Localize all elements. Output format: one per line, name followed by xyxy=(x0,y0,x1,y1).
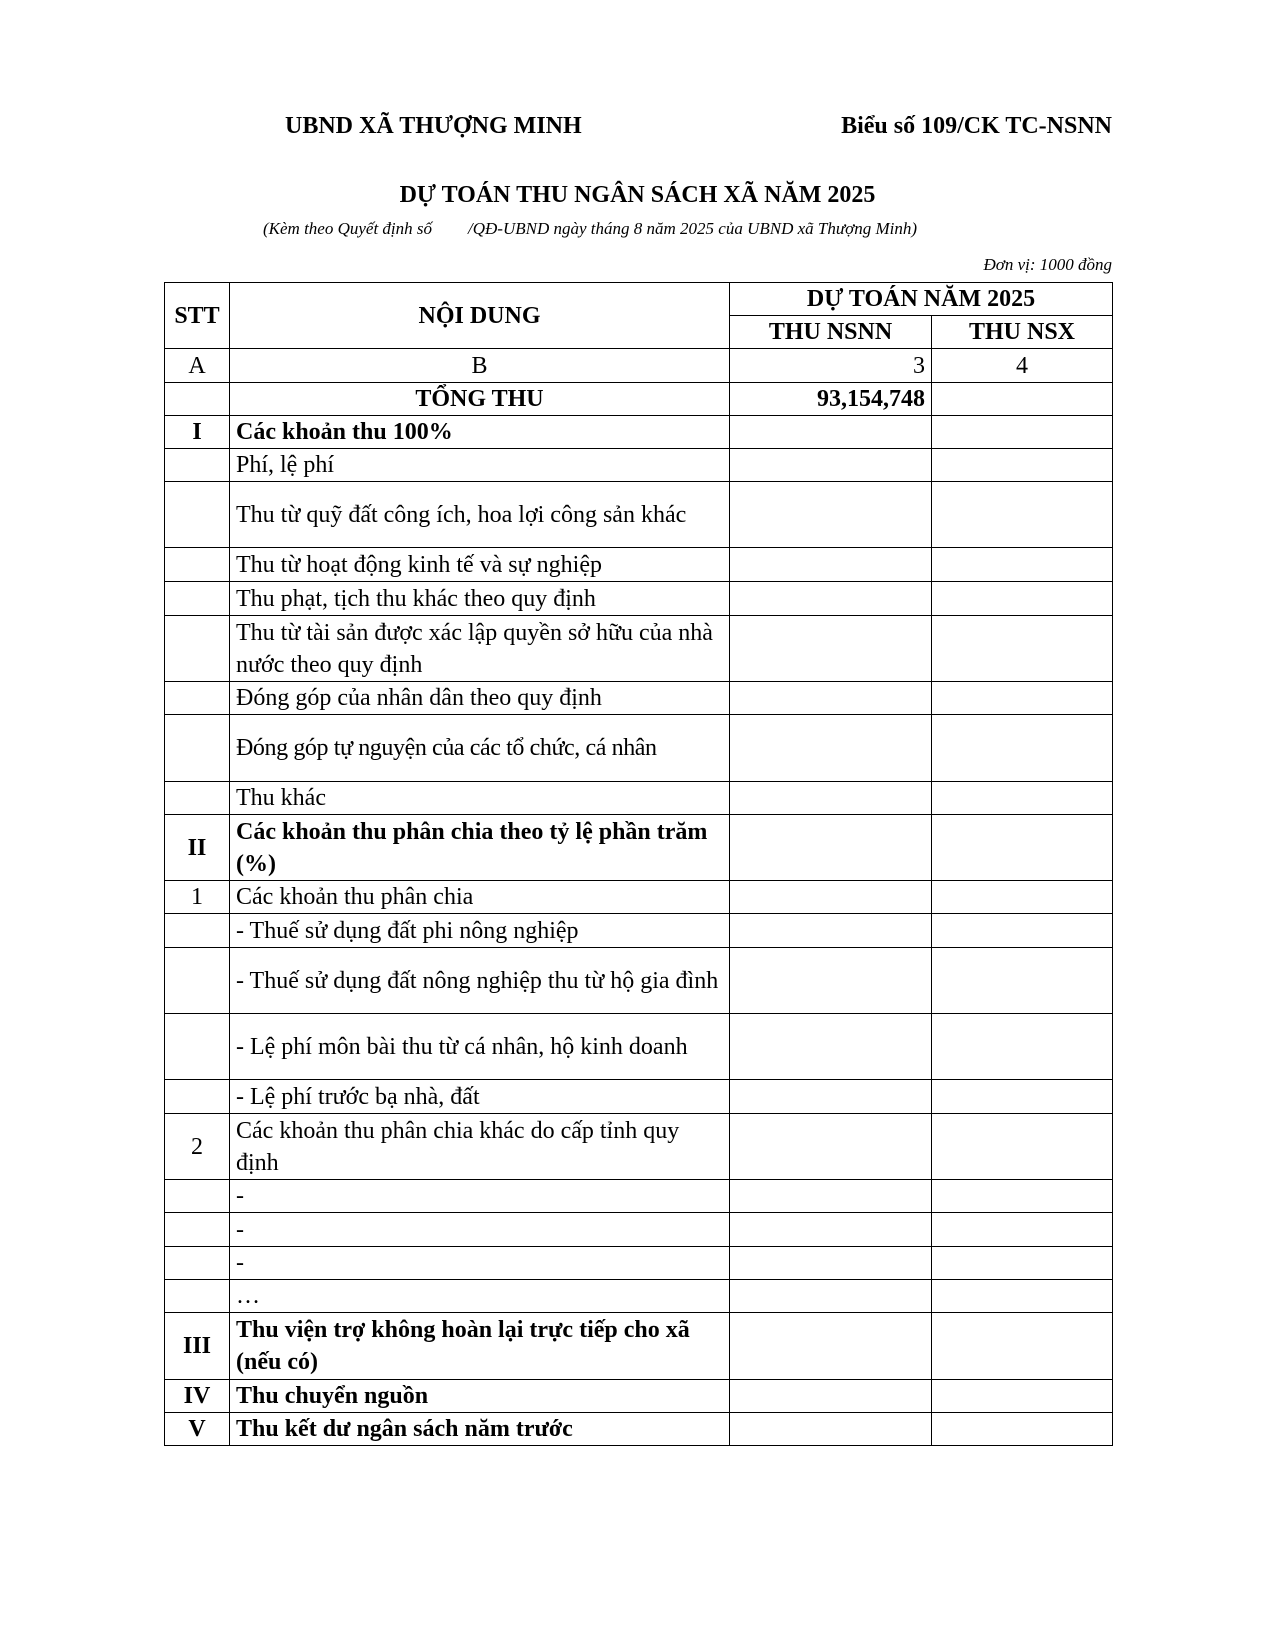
row-stt xyxy=(165,1180,230,1213)
row-stt xyxy=(165,482,230,548)
table-row xyxy=(165,1213,1113,1247)
row-content: Đóng góp tự nguyện của các tổ chức, cá nhân xyxy=(230,715,730,782)
row-thu-nsx xyxy=(932,582,1113,616)
row-thu-nsx xyxy=(932,1380,1113,1413)
row-thu-nsnn xyxy=(730,715,932,782)
table-row xyxy=(165,948,1113,1014)
table-row xyxy=(165,1413,1113,1446)
row-thu-nsnn xyxy=(730,914,932,948)
row-stt xyxy=(165,682,230,715)
row-thu-nsx xyxy=(932,682,1113,715)
table-row xyxy=(165,914,1113,948)
row-content: - xyxy=(230,1213,730,1247)
row-content: Thu từ hoạt động kinh tế và sự nghiệp xyxy=(230,548,730,582)
row-thu-nsx xyxy=(932,815,1113,881)
table-row xyxy=(165,616,1113,682)
row-content: Các khoản thu phân chia khác do cấp tỉnh quy định xyxy=(230,1114,730,1180)
header-row xyxy=(165,283,1113,316)
row-content: - Thuế sử dụng đất phi nông nghiệp xyxy=(230,914,730,948)
row-stt xyxy=(165,548,230,582)
row-stt xyxy=(165,383,230,416)
row-stt xyxy=(165,1014,230,1080)
row-thu-nsnn xyxy=(730,1114,932,1180)
table-row-total xyxy=(165,383,1113,416)
row-thu-nsnn xyxy=(730,449,932,482)
row-thu-nsnn xyxy=(730,416,932,449)
row-thu-nsx xyxy=(932,1213,1113,1247)
row-content: - Thuế sử dụng đất nông nghiệp thu từ hộ gia đình xyxy=(230,948,730,1014)
row-thu-nsx xyxy=(932,449,1113,482)
page-title: DỰ TOÁN THU NGÂN SÁCH XÃ NĂM 2025 xyxy=(399,182,876,208)
row-thu-nsx xyxy=(932,948,1113,1014)
row-stt: 1 xyxy=(165,881,230,914)
header-thu-nsx: THU NSX xyxy=(932,316,1113,349)
row-content: Phí, lệ phí xyxy=(230,449,730,482)
row-thu-nsx xyxy=(932,914,1113,948)
row-thu-nsx xyxy=(932,881,1113,914)
index-thu-nsnn: 3 xyxy=(730,349,932,383)
row-stt: I xyxy=(165,416,230,449)
row-stt xyxy=(165,449,230,482)
index-thu-nsx: 4 xyxy=(932,349,1113,383)
row-thu-nsnn: 93,154,748 xyxy=(730,383,932,416)
row-thu-nsx xyxy=(932,1413,1113,1446)
table-row xyxy=(165,1247,1113,1280)
table-row xyxy=(165,815,1113,881)
index-row xyxy=(165,349,1113,383)
table-row xyxy=(165,1014,1113,1080)
row-thu-nsnn xyxy=(730,1180,932,1213)
table-row xyxy=(165,1114,1113,1180)
row-thu-nsnn xyxy=(730,582,932,616)
row-thu-nsnn xyxy=(730,815,932,881)
row-content: Các khoản thu phân chia xyxy=(230,881,730,914)
table-row xyxy=(165,582,1113,616)
row-thu-nsx xyxy=(932,1014,1113,1080)
budget-table xyxy=(164,282,1113,1446)
header-stt: STT xyxy=(165,283,230,349)
row-thu-nsnn xyxy=(730,1313,932,1380)
row-content: Thu phạt, tịch thu khác theo quy định xyxy=(230,582,730,616)
row-content: - xyxy=(230,1180,730,1213)
row-thu-nsnn xyxy=(730,1014,932,1080)
row-content: Các khoản thu phân chia theo tỷ lệ phần trăm (%) xyxy=(230,815,730,881)
table-row xyxy=(165,548,1113,582)
table-row xyxy=(165,1280,1113,1313)
row-thu-nsx xyxy=(932,1280,1113,1313)
row-stt: 2 xyxy=(165,1114,230,1180)
row-thu-nsx xyxy=(932,416,1113,449)
table-row xyxy=(165,715,1113,782)
row-thu-nsnn xyxy=(730,1380,932,1413)
row-thu-nsnn xyxy=(730,1413,932,1446)
row-thu-nsx xyxy=(932,383,1113,416)
row-thu-nsx xyxy=(932,1114,1113,1180)
row-content: Thu từ tài sản được xác lập quyền sở hữu của nhà nước theo quy định xyxy=(230,616,730,682)
row-thu-nsnn xyxy=(730,1247,932,1280)
row-thu-nsnn xyxy=(730,1213,932,1247)
table-row xyxy=(165,782,1113,815)
table-row xyxy=(165,1080,1113,1114)
unit-label: Đơn vị: 1000 đồng xyxy=(983,255,1112,274)
subtitle xyxy=(263,219,917,239)
row-thu-nsnn xyxy=(730,782,932,815)
row-content: Thu viện trợ không hoàn lại trực tiếp cho xã (nếu có) xyxy=(230,1313,730,1380)
row-content: Đóng góp của nhân dân theo quy định xyxy=(230,682,730,715)
index-content: B xyxy=(230,349,730,383)
row-content: - Lệ phí trước bạ nhà, đất xyxy=(230,1080,730,1114)
row-thu-nsnn xyxy=(730,881,932,914)
row-stt: IV xyxy=(165,1380,230,1413)
row-content: Các khoản thu 100% xyxy=(230,416,730,449)
agency-name: UBND XÃ THƯỢNG MINH xyxy=(285,113,582,139)
row-thu-nsx xyxy=(932,616,1113,682)
table-row xyxy=(165,682,1113,715)
subtitle-part1: (Kèm theo Quyết định số xyxy=(263,219,433,238)
table-row xyxy=(165,416,1113,449)
subtitle-part2: /QĐ-UBND ngày tháng 8 năm 2025 của UBND xã Thượng Minh) xyxy=(468,219,918,238)
row-thu-nsnn xyxy=(730,948,932,1014)
row-thu-nsx xyxy=(932,482,1113,548)
row-thu-nsx xyxy=(932,548,1113,582)
row-thu-nsx xyxy=(932,1180,1113,1213)
table-row xyxy=(165,1313,1113,1380)
row-thu-nsnn xyxy=(730,616,932,682)
row-content: Thu từ quỹ đất công ích, hoa lợi công sản khác xyxy=(230,482,730,548)
row-thu-nsnn xyxy=(730,1280,932,1313)
row-thu-nsx xyxy=(932,1247,1113,1280)
table-row xyxy=(165,1380,1113,1413)
row-thu-nsx xyxy=(932,782,1113,815)
row-thu-nsnn xyxy=(730,1080,932,1114)
row-stt xyxy=(165,616,230,682)
row-thu-nsx xyxy=(932,1313,1113,1380)
row-thu-nsnn xyxy=(730,682,932,715)
row-stt xyxy=(165,582,230,616)
table-row xyxy=(165,449,1113,482)
row-stt xyxy=(165,782,230,815)
row-content: TỔNG THU xyxy=(230,383,730,416)
index-stt: A xyxy=(165,349,230,383)
row-content: Thu chuyển nguồn xyxy=(230,1380,730,1413)
row-content: … xyxy=(230,1280,730,1313)
row-content: Thu kết dư ngân sách năm trước xyxy=(230,1413,730,1446)
row-stt xyxy=(165,948,230,1014)
row-stt xyxy=(165,1247,230,1280)
row-stt xyxy=(165,1280,230,1313)
row-stt xyxy=(165,1213,230,1247)
header-group: DỰ TOÁN NĂM 2025 xyxy=(730,283,1113,316)
row-stt xyxy=(165,1080,230,1114)
row-content: Thu khác xyxy=(230,782,730,815)
row-thu-nsnn xyxy=(730,548,932,582)
row-stt: II xyxy=(165,815,230,881)
row-thu-nsx xyxy=(932,1080,1113,1114)
row-stt: V xyxy=(165,1413,230,1446)
form-number: Biểu số 109/CK TC-NSNN xyxy=(841,113,1112,139)
row-thu-nsx xyxy=(932,715,1113,782)
table-row xyxy=(165,881,1113,914)
row-content: - xyxy=(230,1247,730,1280)
header-thu-nsnn: THU NSNN xyxy=(730,316,932,349)
row-thu-nsnn xyxy=(730,482,932,548)
header-content: NỘI DUNG xyxy=(230,283,730,349)
row-stt: III xyxy=(165,1313,230,1380)
row-content: - Lệ phí môn bài thu từ cá nhân, hộ kinh doanh xyxy=(230,1014,730,1080)
row-stt xyxy=(165,715,230,782)
table-row xyxy=(165,482,1113,548)
table-row xyxy=(165,1180,1113,1213)
row-stt xyxy=(165,914,230,948)
